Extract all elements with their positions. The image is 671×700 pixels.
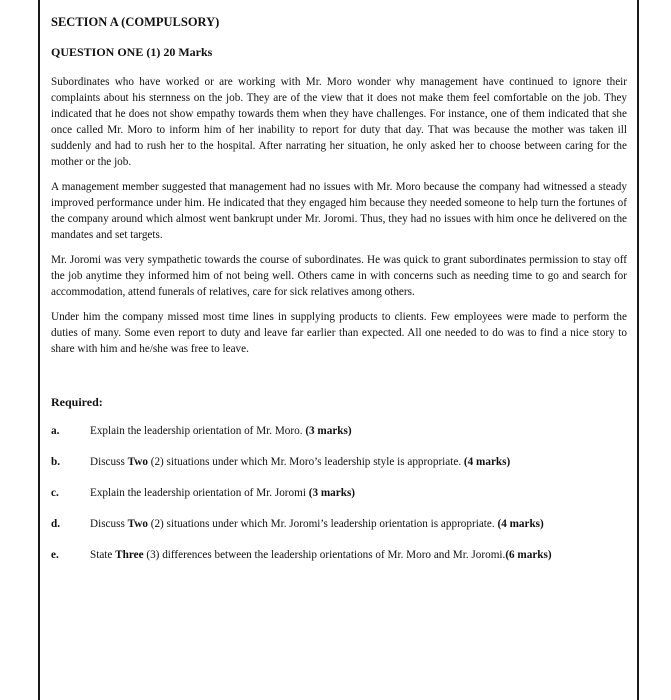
- item-text: Discuss Two (2) situations under which Mr. Joromi’s leadership orientation is appropriate. (4 marks): [90, 518, 544, 530]
- required-heading: Required:: [51, 395, 103, 409]
- item-marks: (3 marks): [305, 425, 352, 437]
- paragraph-2: A management member suggested that management had no issues with Mr. Moro because the company had witnessed a steady improved performance under him. He indicated that they engaged him because they needed someone to help turn the fortunes of the company around which almost went bankrupt under Mr. Joromi. Thus, they had no issues with him once he delivered on the mandates and set targets.: [51, 181, 627, 241]
- document-body: [51, 14, 627, 578]
- paragraph-1: Subordinates who have worked or are working with Mr. Moro wonder why management have continued to ignore their complaints about his sternness on the job. They are of the view that it does not make them feel comfortable on the job. They indicated that he does not show empathy towards them when they have challenges. For instance, one of them indicated that she once called Mr. Moro to inform him of her inability to report for duty that day. That was because the mother was taken ill suddenly and had to rush her to the hospital. After narrating her situation, he only asked her to choose between caring for the mother or the job.: [51, 76, 627, 168]
- item-marks: (3 marks): [308, 487, 356, 499]
- item-letter: e.: [51, 549, 59, 561]
- item-text: Explain the leadership orientation of Mr. Joromi (3 marks): [90, 487, 356, 499]
- required-item-d: [51, 516, 627, 532]
- paragraph-3: Mr. Joromi was very sympathetic towards the course of subordinates. He was quick to grant subordinates permission to stay off the job anytime they informed him of not being well. Others came in with concerns such as needing time to go and search for accommodation, attend funerals of relatives, care for sick relatives among others.: [51, 254, 627, 298]
- item-letter: a.: [51, 425, 60, 437]
- required-item-c: [51, 485, 627, 501]
- section-title: SECTION A (COMPULSORY): [51, 15, 220, 29]
- item-marks: (6 marks): [505, 549, 552, 561]
- item-text: Discuss Two (2) situations under which Mr. Moro’s leadership style is appropriate. (4 marks): [90, 456, 511, 468]
- required-item-b: [51, 454, 627, 470]
- item-letter: b.: [51, 456, 61, 468]
- question-title: QUESTION ONE (1) 20 Marks: [51, 45, 213, 59]
- item-letter: c.: [51, 487, 59, 499]
- item-letter: d.: [51, 518, 61, 530]
- item-text: State Three (3) differences between the leadership orientations of Mr. Moro and Mr. Joromi.(6 marks): [90, 549, 552, 561]
- item-text: Explain the leadership orientation of Mr. Moro. (3 marks): [90, 425, 352, 437]
- paragraph-4: Under him the company missed most time lines in supplying products to clients. Few employees were made to perform the duties of many. Some even report to duty and leave far earlier than expected. All one needed to do was to find a nice story to share with him and he/she was free to leave.: [51, 311, 627, 355]
- item-marks: (4 marks): [463, 456, 511, 468]
- required-item-e: [51, 547, 627, 563]
- required-item-a: [51, 423, 627, 439]
- item-marks: (4 marks): [497, 518, 544, 530]
